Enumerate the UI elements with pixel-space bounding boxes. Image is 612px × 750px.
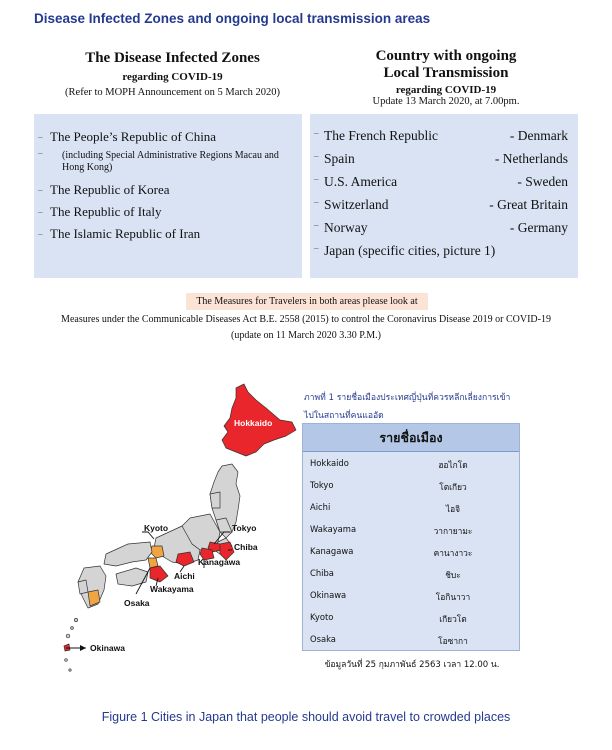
dash-marker: – xyxy=(38,185,43,195)
infected-zone-item xyxy=(38,201,302,223)
page-heading: Disease Infected Zones and ongoing local transmission areas xyxy=(34,11,431,26)
city-name-en: Wakayama xyxy=(310,524,357,534)
country-right: - Germany xyxy=(509,220,568,235)
okinawa-label: Okinawa xyxy=(90,643,125,653)
country-row xyxy=(314,193,578,216)
zone-label: The Islamic Republic of Iran xyxy=(50,226,201,241)
wakayama-region xyxy=(150,566,168,582)
zone-label: (including Special Administrative Regions Macau and Hong Kong) xyxy=(62,150,279,173)
aichi-label: Aichi xyxy=(174,571,195,581)
country-right: - Netherlands xyxy=(494,151,568,166)
zone-label: The Republic of Korea xyxy=(50,182,170,197)
country-row xyxy=(314,147,578,170)
dash-marker: – xyxy=(314,151,319,161)
zone-label: The Republic of Italy xyxy=(50,204,162,219)
local-transmission-title-1: Country with ongoing xyxy=(375,48,517,64)
country-row xyxy=(314,124,578,147)
thai-caption xyxy=(304,389,544,425)
city-name-en: Chiba xyxy=(310,568,334,578)
infected-zones-title: The Disease Infected Zones xyxy=(85,50,260,66)
local-transmission-subtitle: regarding COVID-19 xyxy=(395,84,497,96)
city-name-en: Osaka xyxy=(310,634,336,644)
thai-date-note: ข้อมูลวันที่ 25 กุมภาพันธ์ 2563 เวลา 12.00 น. xyxy=(324,660,500,670)
local-transmission-title-2: Local Transmission xyxy=(383,65,509,81)
city-name-th: โอกินาวา xyxy=(435,592,471,602)
city-name-th: ชิบะ xyxy=(445,570,461,580)
city-name-th: ฮอไกโด xyxy=(438,460,468,470)
city-name-en: Aichi xyxy=(310,502,331,512)
country-left: The French Republic xyxy=(324,128,438,143)
city-row xyxy=(303,628,519,650)
hokkaido-label: Hokkaido xyxy=(234,418,273,428)
kyoto-label: Kyoto xyxy=(144,523,169,533)
country-right: - Sweden xyxy=(517,174,568,189)
city-name-en: Hokkaido xyxy=(310,458,349,468)
city-name-th: คานางาวะ xyxy=(433,548,473,558)
wakayama-label: Wakayama xyxy=(150,584,194,594)
city-row xyxy=(303,562,519,584)
thai-caption-line-1: ภาพที่ 1 รายชื่อเมืองประเทศญี่ปุ่นที่ควรหลีกเลี่ยงการเข้า xyxy=(304,393,511,403)
measures-update: (update on 11 March 2020 3.30 P.M.) xyxy=(231,330,381,341)
dash-marker: – xyxy=(314,243,319,253)
infected-zones-header xyxy=(30,50,315,98)
local-transmission-header xyxy=(312,48,580,107)
chiba-label: Chiba xyxy=(234,542,258,552)
figure-caption: Figure 1 Cities in Japan that people should avoid travel to crowded places xyxy=(101,710,511,724)
measures-note: The Measures for Travelers in both areas please look at xyxy=(186,293,428,310)
country-left: Japan (specific cities, picture 1) xyxy=(324,243,496,258)
city-name-th: ไอจิ xyxy=(445,504,461,514)
city-name-th: โอซากา xyxy=(438,636,468,646)
country-right: - Denmark xyxy=(509,128,568,143)
infected-zone-item xyxy=(38,223,302,245)
dash-marker: – xyxy=(314,197,319,207)
shikoku-region xyxy=(116,568,148,586)
country-row xyxy=(314,170,578,193)
country-left: Norway xyxy=(324,220,368,235)
city-row xyxy=(303,518,519,540)
japan-map xyxy=(60,382,300,680)
city-name-th: วากายามะ xyxy=(433,526,473,536)
country-left: Spain xyxy=(324,151,355,166)
city-name-en: Kanagawa xyxy=(310,546,354,556)
local-transmission-box xyxy=(310,114,578,278)
country-row xyxy=(314,239,578,262)
osaka-label: Osaka xyxy=(124,598,150,608)
city-row xyxy=(303,540,519,562)
city-row xyxy=(303,606,519,628)
city-table xyxy=(302,423,520,651)
city-row xyxy=(303,496,519,518)
dash-marker: – xyxy=(314,128,319,138)
infected-zones-subtitle: regarding COVID-19 xyxy=(122,71,223,83)
city-name-en: Tokyo xyxy=(310,480,334,490)
infected-zone-subitem xyxy=(38,148,302,174)
dash-marker: – xyxy=(38,207,43,217)
dash-marker: – xyxy=(38,132,43,142)
okinawa-region xyxy=(64,644,70,651)
infected-zones-note: (Refer to MOPH Announcement on 5 March 2020) xyxy=(65,87,280,98)
city-name-th: เกียวโต xyxy=(439,614,467,624)
dash-marker: – xyxy=(38,148,43,158)
country-row xyxy=(314,216,578,239)
infected-zone-item xyxy=(38,126,302,148)
dash-marker: – xyxy=(314,220,319,230)
zone-label: The People’s Republic of China xyxy=(50,129,217,144)
infected-zone-item xyxy=(38,179,302,201)
city-name-en: Kyoto xyxy=(310,612,334,622)
measures-link[interactable]: Measures under the Communicable Diseases Act B.E. 2558 (2015) to control the Coronavirus Disease 2019 or COVID-19 xyxy=(61,314,551,325)
city-name-en: Okinawa xyxy=(310,590,347,600)
chugoku-region xyxy=(104,542,152,566)
city-name-th: โตเกียว xyxy=(439,482,467,492)
kanagawa-label: Kanagawa xyxy=(198,557,241,567)
dash-marker: – xyxy=(38,229,43,239)
dash-marker: – xyxy=(314,174,319,184)
local-transmission-update: Update 13 March 2020, at 7.00pm. xyxy=(372,96,520,107)
city-row xyxy=(303,452,519,474)
country-left: U.S. America xyxy=(324,174,398,189)
tokyo-label: Tokyo xyxy=(232,523,257,533)
city-row xyxy=(303,584,519,606)
country-left: Switzerland xyxy=(324,197,389,212)
thai-caption-line-2: ไปในสถานที่คนแออัด xyxy=(304,411,384,421)
city-table-header: รายชื่อเมือง xyxy=(303,424,519,452)
infected-zones-box xyxy=(34,114,302,278)
city-row xyxy=(303,474,519,496)
country-right: - Great Britain xyxy=(489,197,568,212)
